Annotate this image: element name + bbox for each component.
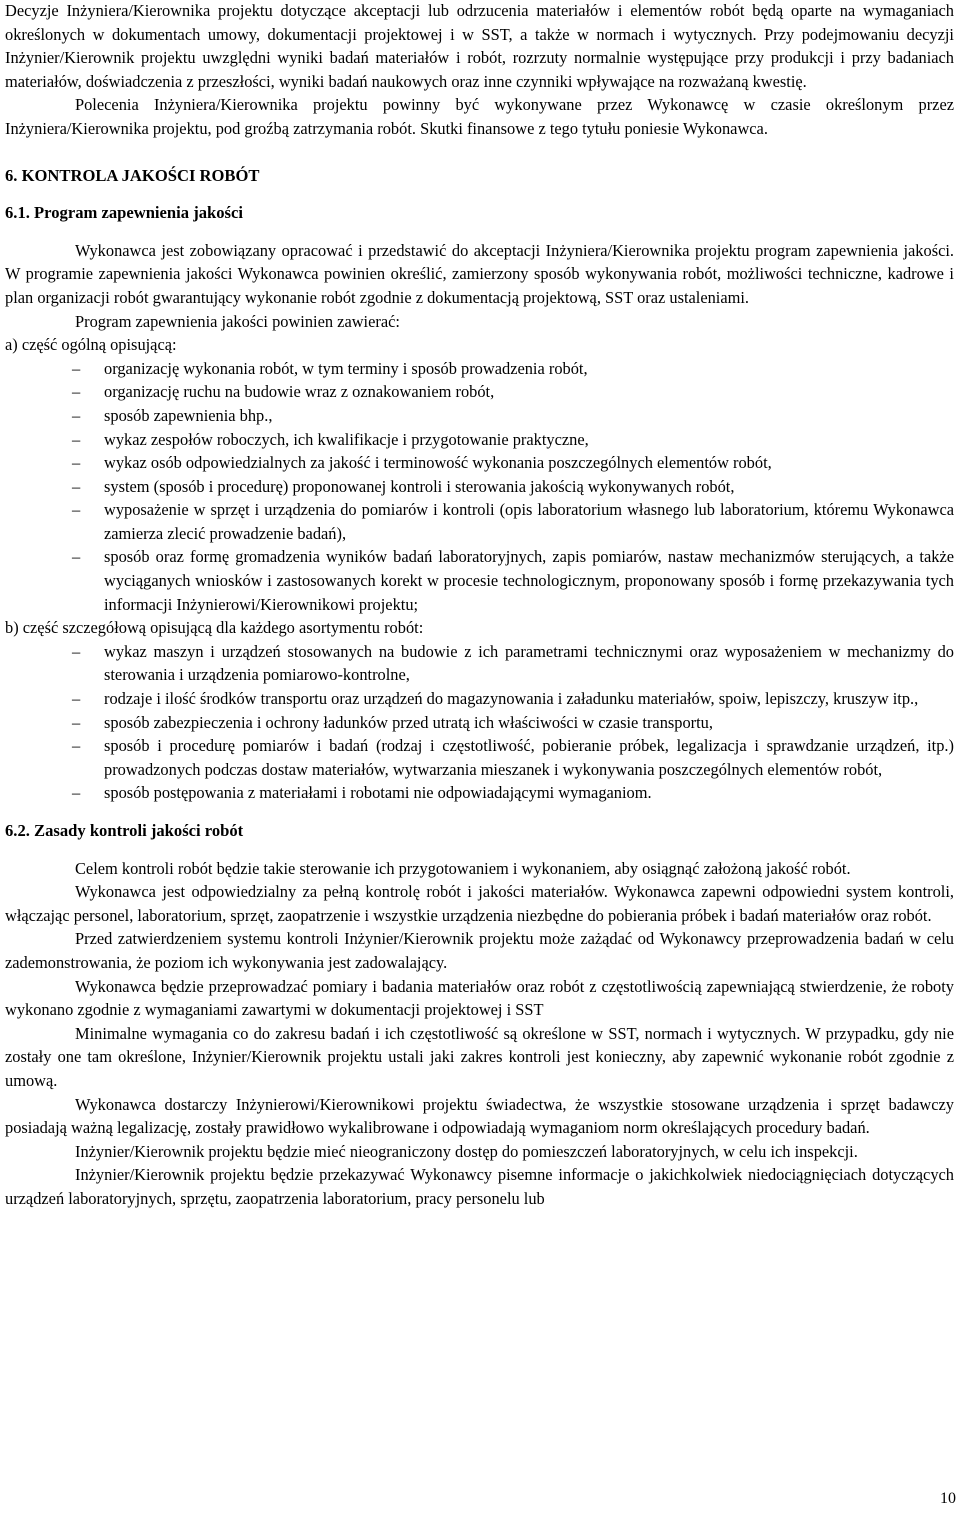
paragraph: Wykonawca jest zobowiązany opracować i przedstawić do akceptacji Inżyniera/Kierownika projektu program zapewnienia jakości. W programie zapewnienia jakości Wykonawca powinien określić, zamierzony sposób wykonywania robót, możliwości techniczne, kadrowe i plan organizacji robót gwarantujący wykonanie robót zgodnie z dokumentacją projektową, SST oraz ustaleniami. bbox=[5, 240, 954, 307]
list-item: – system (sposób i procedurę) proponowanej kontroli i sterowania jakością wykonywanych robót, bbox=[5, 475, 954, 499]
dash-bullet: – bbox=[72, 429, 81, 449]
list-label-b: b) część szczegółową opisującą dla każdego asortymentu robót: bbox=[5, 618, 424, 638]
paragraph: Wykonawca dostarczy Inżynierowi/Kierownikowi projektu świadectwa, że wszystkie stosowane urządzenia i sprzęt badawczy posiadają ważną legalizację, zostały prawidłowo wykalibrowane i odpowiadają wymaganiom norm określających procedury badań. bbox=[5, 1094, 954, 1138]
list-item: – wyposażenie w sprzęt i urządzenia do pomiarów i kontroli (opis laboratorium własnego lub laboratorium, któremu Wykonawca zamierza zlecić prowadzenie badań), bbox=[72, 500, 954, 543]
dash-bullet: – bbox=[72, 547, 81, 567]
paragraph: Polecenia Inżyniera/Kierownika projektu powinny być wykonywane przez Wykonawcę w czasie określonym przez Inżyniera/Kierownika projektu, pod groźbą zatrzymania robót. Skutki finansowe z tego tytułu poniesie Wykonawca. bbox=[5, 95, 954, 138]
dash-bullet: – bbox=[72, 689, 81, 709]
list-item: – wykaz maszyn i urządzeń stosowanych na budowie z ich parametrami technicznymi oraz wyposażeniem w mechanizmy do sterowania i urządzenia pomiarowo-kontrolne, bbox=[72, 641, 954, 685]
list-item: – sposób i procedurę pomiarów i badań (rodzaj i częstotliwość, pobieranie próbek, legalizacja i sprawdzanie urządzeń, itp.) prowadzonych podczas dostaw materiałów, wytwarzania mieszanek i wykonywania poszczególnych elementów robót, bbox=[72, 736, 954, 779]
dash-bullet: – bbox=[72, 382, 81, 402]
dash-bullet: – bbox=[72, 783, 81, 803]
dash-bullet: – bbox=[72, 500, 81, 520]
document-page bbox=[5, 0, 954, 1211]
dash-bullet: – bbox=[72, 405, 81, 425]
paragraph: Program zapewnienia jakości powinien zawierać: bbox=[75, 311, 400, 331]
paragraph: Inżynier/Kierownik projektu będzie mieć nieograniczony dostęp do pomieszczeń laboratoryjnych, w celu ich inspekcji. bbox=[75, 1141, 858, 1161]
list-item: – rodzaje i ilość środków transportu oraz urządzeń do magazynowania i załadunku materiałów, spoiw, lepiszczy, kruszyw itp., bbox=[5, 687, 954, 711]
dash-bullet: – bbox=[72, 736, 81, 756]
paragraph: Wykonawca będzie przeprowadzać pomiary i badania materiałów oraz robót z częstotliwością zapewniającą stwierdzenie, że roboty wykonano zgodnie z wymaganiami zawartymi w dokumentacji projektowej i SST bbox=[5, 976, 954, 1020]
list-label-a: a) część ogólną opisującą: bbox=[5, 335, 177, 355]
page-number: 10 bbox=[940, 1490, 956, 1507]
paragraph: Przed zatwierdzeniem systemu kontroli Inżynier/Kierownik projektu może zażądać od Wykonawcy przeprowadzenia badań w celu zademonstrowania, że poziom ich wykonywania jest zadowalający. bbox=[5, 929, 954, 972]
list-item: – sposób zapewnienia bhp., bbox=[5, 404, 954, 428]
list-item: – wykaz osób odpowiedzialnych za jakość i terminowość wykonania poszczególnych elementów robót, bbox=[5, 451, 954, 475]
list-item: – organizację wykonania robót, w tym terminy i sposób prowadzenia robót, bbox=[5, 357, 954, 381]
paragraph: Inżynier/Kierownik projektu będzie przekazywać Wykonawcy pisemne informacje o jakichkolwiek niedociągnięciach dotyczących urządzeń laboratoryjnych, sprzętu, zaopatrzenia laboratorium, pracy personelu lub bbox=[5, 1165, 954, 1208]
paragraph: Wykonawca jest odpowiedzialny za pełną kontrolę robót i jakości materiałów. Wykonawca zapewni odpowiedni system kontroli, włączając personel, laboratorium, sprzęt, zaopatrzenie i wszystkie urządzenia niezbędne do pobierania próbek i badań materiałów oraz robót. bbox=[5, 882, 954, 925]
list-item: – organizację ruchu na budowie wraz z oznakowaniem robót, bbox=[5, 380, 954, 404]
paragraph: Decyzje Inżyniera/Kierownika projektu dotyczące akceptacji lub odrzucenia materiałów i elementów robót będą oparte na wymaganiach określonych w dokumentach umowy, dokumentacji projektowej i w SST, a także w normach i wytycznych. Przy podejmowaniu decyzji Inżynier/Kierownik projektu uwzględni wyniki badań materiałów i robót, rozrzuty normalnie występujące przy produkcji i przy badaniach materiałów, doświadczenia z przeszłości, wyniki badań naukowych oraz inne czynniki wpływające na rozważaną kwestię. bbox=[5, 1, 954, 91]
section-heading-6: 6. KONTROLA JAKOŚCI ROBÓT bbox=[5, 165, 260, 185]
dash-bullet: – bbox=[72, 641, 81, 661]
dash-bullet: – bbox=[72, 712, 81, 732]
list-item: – sposób postępowania z materiałami i robotami nie odpowiadającymi wymaganiom. bbox=[5, 781, 954, 805]
list-item: – sposób oraz formę gromadzenia wyników badań laboratoryjnych, zapis pomiarów, nastaw mechanizmów sterujących, a także wyciąganych wniosków i zastosowanych korekt w procesie technologicznym, proponowany sposób i formę przekazywania tych informacji Inżynierowi/Kierownikowi projektu; bbox=[72, 547, 954, 614]
section-heading-6-1: 6.1. Program zapewnienia jakości bbox=[5, 203, 243, 223]
dash-bullet: – bbox=[72, 453, 81, 473]
dash-list-a bbox=[5, 357, 954, 617]
dash-bullet: – bbox=[72, 358, 81, 378]
paragraph: Minimalne wymagania co do zakresu badań i ich częstotliwość są określone w SST, normach i wytycznych. W przypadku, gdy nie zostały one tam określone, Inżynier/Kierownik projektu ustali jaki zakres kontroli jest konieczny, aby zapewnić wykonanie robót zgodnie z umową. bbox=[5, 1023, 954, 1090]
section-heading-6-2: 6.2. Zasady kontroli jakości robót bbox=[5, 821, 244, 840]
list-item: – wykaz zespołów roboczych, ich kwalifikacje i przygotowanie praktyczne, bbox=[5, 428, 954, 452]
paragraph: Celem kontroli robót będzie takie sterowanie ich przygotowaniem i wykonaniem, aby osiągnąć założoną jakość robót. bbox=[75, 858, 851, 878]
dash-list-b bbox=[5, 640, 954, 805]
dash-bullet: – bbox=[72, 476, 81, 496]
list-item: – sposób zabezpieczenia i ochrony ładunków przed utratą ich właściwości w czasie transportu, bbox=[5, 711, 954, 735]
